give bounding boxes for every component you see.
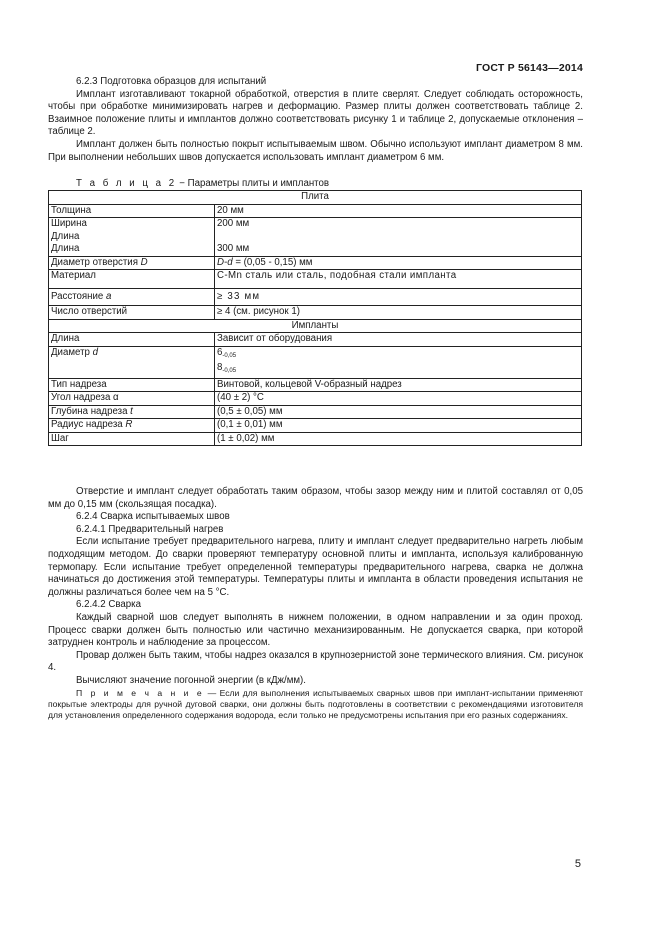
table-row: Диаметр отверстия D D-d = (0,05 - 0,15) мм (49, 256, 582, 270)
paragraph: Отверстие и имплант следует обработать таким образом, чтобы зазор между ним и плитой составлял от 0,05 мм до 0,15 мм (скользящая посадка). (48, 486, 583, 510)
table-row: Тип надреза Винтовой, кольцевой V-образный надрез (49, 378, 582, 392)
table-section-row (49, 191, 582, 205)
table-row: Шаг (1 ± 0,02) мм (49, 432, 582, 446)
parameters-table (48, 190, 582, 446)
table-section-row (49, 319, 582, 333)
table-row: Ширина Длина Длина 200 мм 300 мм (49, 218, 582, 257)
paragraph: Каждый сварной шов следует выполнять в нижнем положении, в одном направлении и за один проход. Процесс сварки должен быть полностью или частично механизированным. Не допускается сварка, при которой затруднен контроль и наблюдение за процессом. (48, 611, 583, 649)
page-number: 5 (574, 858, 581, 870)
table-row: Глубина надреза t (0,5 ± 0,05) мм (49, 405, 582, 419)
note: П р и м е ч а н и е — Если для выполнения испытываемых сварных швов при имплант-испытании применяют покрытые электроды для ручной дуговой сварки, они должны быть подготовлены в соответствии с рекомендациями изготовителя для установления определенного содержания водорода, если только не предусмотрены испытания при его разных содержаниях. (48, 687, 584, 721)
plate-header: Плита (49, 191, 582, 205)
section-6-2-3 (48, 76, 583, 164)
table-row: Диаметр d $6_{-0,05}$ $8_{-0,05}$ (49, 346, 582, 378)
section-heading: 6.2.4 Сварка испытываемых швов (76, 511, 230, 523)
standard-id: ГОСТ Р 56143—2014 (475, 62, 583, 74)
paragraph: Если испытание требует предварительного нагрева, плиту и имплант следует предварительно нагреть любым подходящим методом. До сварки проверяют температуру основной плиты и импланта, используя калиброванную термопару. Если испытание требует определенной температуры предварительного нагрева, сварка не должна начинаться до достижения этой температуры. Температуры плиты и импланта в области проведения испытания не должны различаться более чем на 5 °С. (48, 536, 583, 598)
paragraph: Вычисляют значение погонной энергии (в кДж/мм). (76, 674, 306, 686)
table-row: Материал C-Mn сталь или сталь, подобная стали импланта (49, 270, 582, 289)
table-row: Угол надреза α (40 ± 2) °C (49, 392, 582, 406)
paragraph: Имплант должен быть полностью покрыт испытываемым швом. Обычно используют имплант диаметром 8 мм. При выполнении небольших швов допускается использовать имплант диаметром 6 мм. (48, 138, 583, 163)
paragraph: Имплант изготавливают токарной обработкой, отверстия в плите сверлят. Следует соблюдать осторожность, чтобы при обработке минимизировать нагрев и деформацию. Размер плиты должен соответствовать таблице 2. Взаимное положение плиты и имплантов должно соответствовать рисунку 1 и таблице 2, допускаемые отклонения – таблице 2. (48, 88, 583, 138)
table-caption: Т а б л и ц а 2 − Параметры плиты и имплантов (76, 178, 330, 189)
implants-header: Импланты (49, 319, 582, 333)
section-heading: 6.2.3 Подготовка образцов для испытаний (76, 76, 267, 87)
table-row: Радиус надреза R (0,1 ± 0,01) мм (49, 419, 582, 433)
table-row: Толщина 20 мм (49, 204, 582, 218)
table-row: Длина Зависит от оборудования (49, 333, 582, 347)
table-row: Число отверстий ≥ 4 (см. рисунок 1) (49, 306, 582, 320)
section-after-table (48, 486, 583, 722)
section-heading: 6.2.4.2 Сварка (76, 599, 141, 611)
table-row: Расстояние a ≥ 33 мм (49, 288, 582, 306)
section-heading: 6.2.4.1 Предварительный нагрев (76, 523, 224, 535)
paragraph: Провар должен быть таким, чтобы надрез оказался в крупнозернистой зоне термического влияния. См. рисунок 4. (48, 649, 583, 674)
